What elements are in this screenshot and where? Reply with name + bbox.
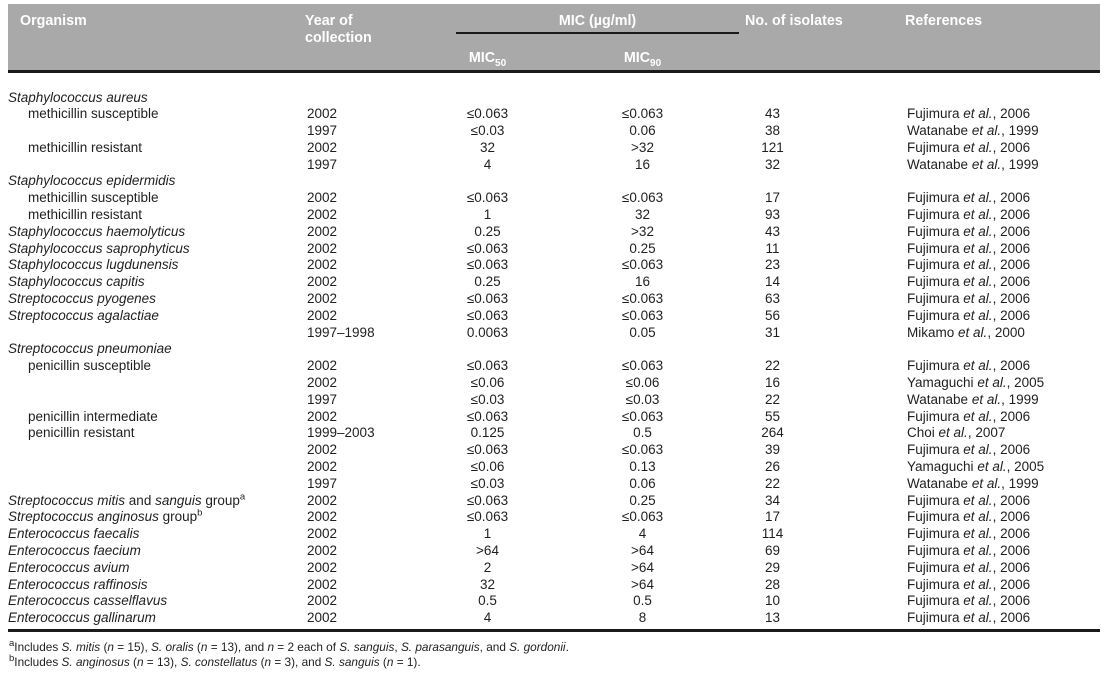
cell-year: [305, 71, 450, 106]
cell-reference: [905, 173, 1100, 190]
cell-reference: Fujimura et al., 2006: [905, 610, 1100, 630]
cell-year: 2002: [307, 459, 338, 475]
cell-isolates: 43: [765, 106, 781, 122]
cell-mic50: ≤0.063: [466, 257, 509, 273]
cell-reference: Fujimura et al., 2006: [907, 291, 1031, 307]
cell-mic90: [595, 173, 745, 190]
cell-isolates: [745, 341, 905, 358]
table-row: [8, 392, 1100, 409]
cell-mic90: ≤0.063: [621, 307, 664, 323]
cell-organism: Enterococcus avium: [8, 559, 130, 575]
table-row: [8, 291, 1100, 308]
cell-reference: Fujimura et al., 2006: [907, 207, 1031, 223]
cell-reference: Fujimura et al., 2006: [907, 307, 1031, 323]
cell-year: 1997: [307, 391, 338, 407]
cell-mic90: >64: [631, 559, 654, 575]
table-row: [8, 157, 1100, 174]
cell-reference: Fujimura et al., 2006: [907, 559, 1031, 575]
cell-organism: methicillin susceptible: [28, 106, 159, 122]
cell-year: 2002: [307, 358, 338, 374]
cell-year: 1997: [307, 156, 338, 172]
col-header-year-label: Year of collection: [305, 13, 372, 46]
table-row: [8, 71, 1100, 106]
cell-mic90: ≤0.063: [621, 106, 664, 122]
mic90-base: MIC: [623, 50, 651, 66]
cell-isolates: 43: [765, 223, 781, 239]
cell-year: 2002: [307, 576, 338, 592]
table-row: [8, 341, 1100, 358]
cell-year: 2002: [307, 240, 338, 256]
cell-isolates: 32: [765, 156, 781, 172]
cell-mic50: 0.25: [474, 274, 501, 290]
cell-year: 1997: [307, 123, 338, 139]
table-header: [8, 4, 1100, 71]
cell-reference: Fujimura et al., 2006: [907, 240, 1031, 256]
cell-isolates: 69: [765, 543, 781, 559]
footnotes: [8, 640, 1101, 670]
cell-mic50: 1: [483, 207, 492, 223]
cell-organism: Staphylococcus lugdunensis: [8, 257, 179, 273]
cell-isolates: 55: [765, 408, 781, 424]
cell-mic50: ≤0.063: [466, 509, 509, 525]
cell-isolates: 93: [765, 207, 781, 223]
mic90-subscript: 90: [650, 57, 662, 69]
cell-mic90: ≤0.063: [621, 291, 664, 307]
cell-mic50: >64: [476, 543, 499, 559]
cell-mic90: [595, 71, 745, 106]
table-row: [8, 241, 1100, 258]
col-header-mic-group: [450, 4, 745, 45]
col-header-no-of-isolates: No. of isolates: [745, 4, 905, 71]
cell-isolates: 22: [765, 475, 781, 491]
cell-mic90: 0.5: [633, 593, 652, 609]
cell-organism: Enterococcus faecium: [8, 543, 141, 559]
cell-mic90: ≤0.063: [621, 358, 664, 374]
cell-organism: [8, 123, 305, 140]
cell-reference: Watanabe et al., 1999: [907, 475, 1039, 491]
cell-mic50: ≤0.03: [470, 475, 505, 491]
cell-reference: Fujimura et al., 2006: [907, 442, 1031, 458]
table-row: [8, 442, 1100, 459]
cell-mic90: ≤0.06: [625, 375, 660, 391]
cell-reference: Watanabe et al., 1999: [907, 123, 1039, 139]
cell-organism: Enterococcus gallinarum: [8, 610, 305, 630]
cell-year: 2002: [307, 291, 338, 307]
table-row: [8, 459, 1100, 476]
table-row: [8, 375, 1100, 392]
cell-mic50: 0.5: [478, 593, 497, 609]
table-row: [8, 308, 1100, 325]
table-row: [8, 526, 1100, 543]
cell-reference: Fujimura et al., 2006: [907, 593, 1031, 609]
mic50-subscript: 50: [495, 57, 507, 69]
cell-isolates: 17: [765, 509, 781, 525]
cell-isolates: 29: [765, 559, 781, 575]
cell-isolates: 31: [765, 324, 781, 340]
cell-year: 2002: [307, 207, 338, 223]
footnote: $^b$Includes S. anginosus (n = 13), S. constellatus (n = 3), and S. sanguis (n = 1).: [9, 653, 421, 669]
cell-reference: Fujimura et al., 2006: [907, 223, 1031, 239]
cell-mic90: ≤0.063: [621, 257, 664, 273]
cell-mic90: 32: [634, 207, 651, 223]
cell-mic90: 0.13: [629, 459, 656, 475]
cell-isolates: 16: [765, 375, 781, 391]
cell-reference: Fujimura et al., 2006: [907, 139, 1031, 155]
cell-mic90: [595, 341, 745, 358]
table-row: [8, 325, 1100, 342]
cell-mic90: >64: [631, 576, 654, 592]
cell-mic50: ≤0.03: [470, 391, 505, 407]
cell-mic50: ≤0.063: [466, 408, 509, 424]
table-row: [8, 140, 1100, 157]
col-header-organism: Organism: [8, 4, 305, 71]
mic-susceptibility-table: [8, 4, 1100, 632]
cell-year: 2002: [307, 139, 338, 155]
cell-isolates: 38: [765, 123, 781, 139]
cell-mic90: >32: [631, 223, 654, 239]
cell-organism: methicillin resistant: [28, 139, 143, 155]
cell-year: 2002: [307, 559, 338, 575]
cell-reference: Fujimura et al., 2006: [907, 492, 1031, 508]
col-header-mic90: [595, 45, 745, 71]
cell-isolates: 114: [761, 526, 784, 542]
cell-year: 2002: [307, 307, 338, 323]
table-row: [8, 123, 1100, 140]
cell-isolates: 13: [745, 610, 905, 630]
cell-isolates: 23: [765, 257, 781, 273]
cell-isolates: 22: [765, 358, 781, 374]
cell-year: 2002: [307, 492, 338, 508]
cell-reference: Fujimura et al., 2006: [907, 526, 1031, 542]
cell-isolates: 121: [761, 139, 784, 155]
cell-year: 2002: [307, 526, 338, 542]
cell-reference: Fujimura et al., 2006: [907, 257, 1031, 273]
cell-reference: Fujimura et al., 2006: [907, 274, 1031, 290]
cell-year: 2002: [307, 509, 338, 525]
cell-mic90: ≤0.063: [621, 509, 664, 525]
cell-mic50: ≤0.03: [470, 123, 505, 139]
cell-mic90: 16: [634, 274, 651, 290]
cell-isolates: 26: [765, 459, 781, 475]
cell-organism: [8, 375, 305, 392]
cell-organism: Staphylococcus epidermidis: [8, 173, 176, 189]
cell-mic50: 0.125: [470, 425, 505, 441]
cell-isolates: 11: [765, 240, 780, 256]
cell-year: 1999–2003: [307, 425, 375, 441]
cell-year: 2002: [307, 375, 338, 391]
cell-mic50: ≤0.063: [466, 307, 509, 323]
cell-organism: [8, 392, 305, 409]
cell-mic90: 0.06: [629, 123, 656, 139]
cell-year: 2002: [307, 593, 338, 609]
table-row: [8, 190, 1100, 207]
cell-organism: Staphylococcus haemolyticus: [8, 223, 186, 239]
cell-mic50: ≤0.063: [466, 190, 509, 206]
cell-year: 1997–1998: [307, 324, 375, 340]
cell-mic90: 4: [638, 526, 647, 542]
cell-year: 2002: [305, 610, 450, 630]
cell-reference: Fujimura et al., 2006: [907, 576, 1031, 592]
cell-isolates: 17: [765, 190, 781, 206]
cell-mic50: ≤0.063: [466, 106, 509, 122]
table-row: [8, 493, 1100, 510]
cell-organism: methicillin susceptible: [28, 190, 159, 206]
cell-isolates: [745, 71, 905, 106]
cell-year: 2002: [307, 106, 338, 122]
cell-mic90: 0.25: [629, 240, 656, 256]
cell-mic50: ≤0.063: [466, 240, 509, 256]
cell-organism: Staphylococcus capitis: [8, 274, 145, 290]
cell-isolates: 10: [765, 593, 781, 609]
table-row: [8, 207, 1100, 224]
cell-year: [305, 341, 450, 358]
mic50-base: MIC: [468, 50, 496, 66]
table-row: [8, 425, 1100, 442]
cell-isolates: [745, 173, 905, 190]
cell-reference: Choi et al., 2007: [907, 425, 1006, 441]
cell-organism: Enterococcus faecalis: [8, 526, 140, 542]
cell-year: 2002: [307, 257, 338, 273]
cell-organism: Enterococcus casselflavus: [8, 593, 168, 609]
cell-mic50: ≤0.063: [466, 358, 509, 374]
cell-organism: Streptococcus agalactiae: [8, 307, 159, 323]
cell-organism: [8, 157, 305, 174]
cell-organism: Enterococcus raffinosis: [8, 576, 148, 592]
col-header-references: References: [905, 4, 1100, 71]
table-body: [8, 71, 1100, 631]
cell-year: 2002: [307, 274, 338, 290]
table-row: [8, 274, 1100, 291]
cell-organism: [8, 459, 305, 476]
cell-year: 2002: [307, 442, 338, 458]
cell-mic50: ≤0.06: [470, 375, 505, 391]
cell-year: 2002: [307, 190, 338, 206]
cell-isolates: 264: [761, 425, 784, 441]
cell-mic50: 1: [483, 526, 492, 542]
cell-reference: Fujimura et al., 2006: [907, 543, 1031, 559]
cell-reference: Fujimura et al., 2006: [907, 358, 1031, 374]
cell-reference: Fujimura et al., 2006: [907, 408, 1031, 424]
cell-mic90: 0.5: [633, 425, 652, 441]
cell-mic90: ≤0.063: [621, 408, 664, 424]
cell-mic50: 0.25: [474, 223, 501, 239]
cell-year: [305, 173, 450, 190]
cell-reference: Yamaguchi et al., 2005: [907, 459, 1045, 475]
table-row: [8, 509, 1100, 526]
cell-mic90: 16: [634, 156, 651, 172]
cell-organism: Staphylococcus aureus: [8, 89, 148, 105]
cell-mic90: >64: [631, 543, 654, 559]
footnote: $^a$Includes S. mitis (n = 15), S. oralis (n = 13), and n = 2 each of S. sanguis, S. parasanguis, and S. gordonii.: [9, 638, 569, 654]
cell-isolates: 39: [765, 442, 781, 458]
table-row: [8, 560, 1100, 577]
cell-mic50: 4: [483, 156, 492, 172]
table-row: [8, 358, 1100, 375]
cell-year: 2002: [307, 543, 338, 559]
table-row: [8, 610, 1100, 630]
cell-mic50: ≤0.06: [470, 459, 505, 475]
table-row: [8, 476, 1100, 493]
cell-organism: Streptococcus mitis and sanguis group$^a$: [8, 491, 246, 508]
cell-reference: Watanabe et al., 1999: [907, 156, 1039, 172]
table-row: [8, 224, 1100, 241]
cell-mic90: 0.25: [629, 492, 656, 508]
cell-mic50: 32: [479, 576, 496, 592]
cell-reference: Watanabe et al., 1999: [907, 391, 1039, 407]
cell-reference: Yamaguchi et al., 2005: [907, 375, 1045, 391]
cell-mic90: 0.06: [629, 475, 656, 491]
table-row: [8, 543, 1100, 560]
cell-mic90: ≤0.063: [621, 442, 664, 458]
table-row: [8, 257, 1100, 274]
cell-mic90: ≤0.063: [621, 190, 664, 206]
cell-organism: [8, 442, 305, 459]
cell-isolates: 63: [765, 291, 781, 307]
cell-mic50: ≤0.063: [466, 442, 509, 458]
cell-organism: [8, 325, 305, 342]
cell-mic50: [450, 341, 595, 358]
cell-mic50: 2: [483, 559, 492, 575]
cell-organism: penicillin susceptible: [28, 358, 152, 374]
cell-reference: Mikamo et al., 2000: [907, 324, 1025, 340]
cell-mic90: 8: [595, 610, 745, 630]
cell-reference: [905, 71, 1100, 106]
cell-year: 2002: [307, 223, 338, 239]
table-row: [8, 173, 1100, 190]
cell-year: 2002: [307, 408, 338, 424]
cell-reference: Fujimura et al., 2006: [907, 509, 1031, 525]
cell-reference: [905, 341, 1100, 358]
cell-organism: Streptococcus anginosus group$^b$: [8, 507, 203, 525]
table-row: [8, 577, 1100, 594]
cell-isolates: 22: [765, 391, 781, 407]
cell-mic90: ≤0.03: [625, 391, 660, 407]
col-header-mic50: [450, 45, 595, 71]
cell-organism: [8, 476, 305, 493]
cell-reference: Fujimura et al., 2006: [907, 190, 1031, 206]
cell-reference: Fujimura et al., 2006: [907, 106, 1031, 122]
cell-organism: methicillin resistant: [28, 207, 143, 223]
cell-organism: penicillin resistant: [28, 425, 135, 441]
table-row: [8, 593, 1100, 610]
cell-isolates: 34: [765, 492, 781, 508]
col-header-year-of-collection: [305, 4, 450, 71]
cell-organism: Staphylococcus saprophyticus: [8, 240, 190, 256]
cell-mic50: ≤0.063: [466, 492, 509, 508]
cell-mic50: 0.0063: [466, 324, 509, 340]
cell-organism: Streptococcus pyogenes: [8, 291, 156, 307]
cell-mic50: [450, 173, 595, 190]
cell-isolates: 14: [765, 274, 781, 290]
cell-mic90: >32: [631, 139, 654, 155]
cell-mic50: ≤0.063: [466, 291, 509, 307]
cell-mic50: 32: [479, 139, 496, 155]
table-row: [8, 106, 1100, 123]
table-row: [8, 409, 1100, 426]
cell-mic50: 4: [450, 610, 595, 630]
cell-isolates: 56: [765, 307, 781, 323]
cell-mic90: 0.05: [629, 324, 656, 340]
cell-organism: Streptococcus pneumoniae: [8, 341, 172, 357]
cell-mic50: [450, 71, 595, 106]
cell-isolates: 28: [765, 576, 781, 592]
cell-organism: penicillin intermediate: [28, 408, 158, 424]
cell-year: 1997: [307, 475, 338, 491]
mic-group-label: MIC (µg/ml): [456, 4, 739, 34]
